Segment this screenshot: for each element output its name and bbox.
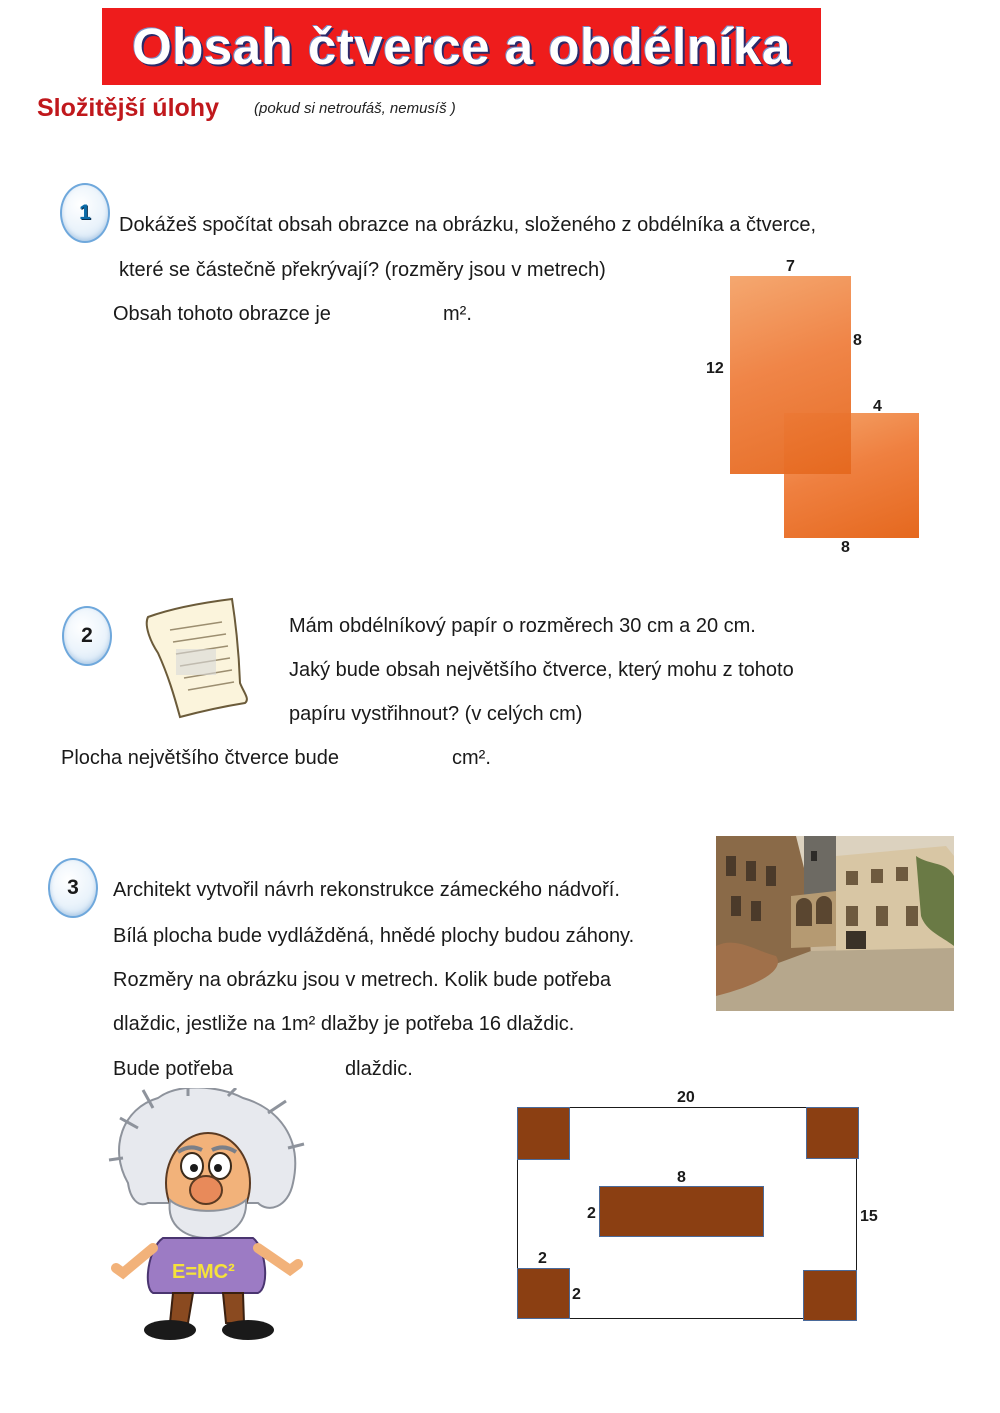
label-square-width: 8 — [841, 539, 850, 556]
plan-label-corner-width: 2 — [538, 1250, 547, 1267]
plan-label-width: 20 — [677, 1089, 695, 1106]
task-3-line-1: Architekt vytvořil návrh rekonstrukce zámeckého nádvoří. — [113, 879, 620, 901]
task-2-line-1: Mám obdélníkový papír o rozměrech 30 cm a 20 cm. — [289, 615, 756, 637]
task-1-answer-label: Obsah tohoto obrazce je — [113, 303, 331, 325]
einstein-cartoon — [108, 1088, 308, 1346]
task-3-answer-label: Bude potřeba — [113, 1058, 234, 1080]
plan-label-bed-width: 8 — [677, 1169, 686, 1186]
task-1-line-2: které se částečně překrývají? (rozměry jsou v metrech) — [119, 259, 606, 281]
paper-sheet-icon — [140, 595, 255, 720]
orange-rectangle — [730, 276, 851, 474]
task-3-line-4: dlaždic, jestliže na 1m² dlažby je potřeba 16 dlaždic. — [113, 1013, 575, 1035]
task-2-line-2: Jaký bude obsah největšího čtverce, který mohu z tohoto — [289, 659, 794, 681]
flower-bed-center — [599, 1186, 764, 1237]
flower-bed-top-right — [806, 1107, 859, 1159]
task-3-line-2: Bílá plocha bude vydlážděná, hnědé plochy budou záhony. — [113, 925, 635, 947]
castle-courtyard-painting — [716, 836, 954, 1011]
task-3-answer-unit: dlaždic. — [345, 1058, 413, 1080]
label-rect-side: 8 — [853, 332, 862, 349]
task-2-answer-label: Plocha největšího čtverce bude — [61, 747, 339, 769]
section-subtitle: Složitější úlohy — [37, 94, 219, 122]
plan-label-bed-height: 2 — [587, 1205, 596, 1222]
task-3-badge: 3 — [48, 858, 98, 918]
shirt-formula: E=MC² — [172, 1261, 235, 1283]
task-1-line-1: Dokážeš spočítat obsah obrazce na obrázku, složeného z obdélníka a čtverce, — [119, 214, 817, 236]
plan-label-corner-height: 2 — [572, 1286, 581, 1303]
flower-bed-top-left — [517, 1107, 570, 1160]
flower-bed-bottom-left — [517, 1268, 570, 1319]
label-rect-height: 12 — [706, 360, 724, 377]
label-square-overlap: 4 — [873, 398, 882, 415]
flower-bed-bottom-right — [803, 1270, 857, 1321]
task-2-line-3: papíru vystřihnout? (v celých cm) — [289, 703, 583, 725]
page-title: Obsah čtverce a obdélníka — [132, 18, 791, 75]
optional-note: (pokud si netroufáš, nemusíš ) — [254, 100, 456, 117]
task-3-line-3: Rozměry na obrázku jsou v metrech. Kolik bude potřeba — [113, 969, 612, 991]
label-rect-width: 7 — [786, 258, 795, 275]
task-2-answer-unit: cm². — [452, 747, 491, 769]
plan-label-height: 15 — [860, 1208, 878, 1225]
task-1-badge: 1 — [60, 183, 110, 243]
task-2-badge: 2 — [62, 606, 112, 666]
task-1-answer-unit: m². — [443, 303, 472, 325]
